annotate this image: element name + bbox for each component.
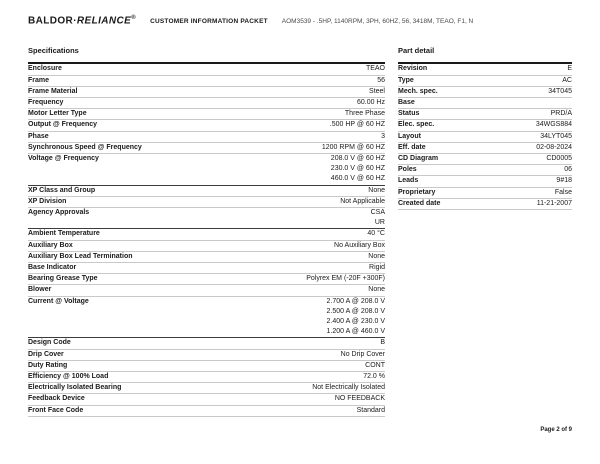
part-detail-value [418, 176, 572, 186]
spec-value [99, 154, 385, 185]
part-detail-row [398, 109, 572, 120]
document-type-title: CUSTOMER INFORMATION PACKET [150, 18, 268, 26]
part-detail-value [419, 109, 572, 119]
spec-row [28, 76, 385, 87]
part-detail-row [398, 154, 572, 165]
spec-value-line: Steel [369, 87, 385, 95]
part-detail-value [435, 188, 572, 198]
spec-value-line: .500 HP @ 60 HZ [329, 121, 385, 129]
part-detail-label: Eff. date [398, 143, 426, 151]
part-detail-value-line: CD0005 [546, 154, 572, 162]
part-detail-value-line: 9#18 [556, 177, 572, 185]
part-detail-label: Revision [398, 65, 428, 73]
spec-row [28, 64, 385, 75]
part-detail-value-line: 06 [564, 166, 572, 174]
spec-value-line: Rigid [369, 263, 385, 271]
spec-value-line: Three Phase [344, 110, 385, 118]
spec-value-line: None [368, 186, 385, 194]
spec-label: Blower [28, 286, 52, 294]
spec-value [73, 241, 385, 251]
spec-label: Voltage @ Frequency [28, 154, 99, 162]
spec-label: Drip Cover [28, 350, 64, 358]
specifications-section [28, 46, 385, 417]
specifications-title: Specifications [28, 46, 79, 56]
spec-value-line: None [368, 252, 385, 260]
spec-row [28, 132, 385, 143]
spec-value [87, 109, 385, 119]
part-detail-value [415, 98, 572, 108]
spec-value-line: 230.0 V @ 60 HZ [330, 165, 385, 173]
logo-trademark-icon: ® [131, 15, 137, 21]
spec-row [28, 252, 385, 263]
spec-value-line: 3 [381, 132, 385, 140]
part-detail-value-line: 02-08-2024 [536, 143, 572, 151]
spec-row [28, 394, 385, 405]
spec-label: XP Division [28, 197, 67, 205]
specifications-table [28, 62, 385, 417]
part-detail-row [398, 132, 572, 143]
spec-label: Synchronous Speed @ Frequency [28, 143, 142, 151]
spec-row [28, 186, 385, 197]
spec-value-line: No Drip Cover [340, 350, 385, 358]
spec-value-line: 2.400 A @ 230.0 V [326, 318, 385, 325]
part-detail-value-line: PRD/A [550, 110, 572, 118]
spec-value-line: 1.200 A @ 460.0 V [326, 328, 385, 336]
spec-value-line: TEAO [365, 65, 385, 73]
spec-label: Frame [28, 76, 50, 84]
spec-row [28, 241, 385, 252]
spec-value [49, 76, 385, 86]
spec-row [28, 297, 385, 339]
part-detail-section [398, 46, 572, 417]
part-detail-value [434, 120, 572, 130]
spec-label: XP Class and Group [28, 186, 96, 194]
part-detail-value-line: 34T045 [548, 87, 572, 95]
spec-value [49, 132, 385, 142]
spec-value-line: Standard [356, 406, 385, 414]
spec-value-line: 460.0 V @ 60 HZ [330, 175, 385, 183]
spec-value [89, 297, 385, 338]
part-detail-row [398, 143, 572, 154]
part-detail-row [398, 98, 572, 109]
spec-row [28, 350, 385, 361]
part-detail-value-line: False [554, 188, 572, 196]
spec-label: Auxiliary Box [28, 241, 73, 249]
part-detail-label: CD Diagram [398, 154, 439, 162]
spec-row [28, 372, 385, 383]
spec-value [85, 394, 385, 404]
spec-value-line: CSA [370, 208, 385, 216]
part-detail-label: Status [398, 110, 420, 118]
spec-value-line: 208.0 V @ 60 HZ [330, 154, 385, 162]
part-detail-value [421, 132, 572, 142]
spec-label: Efficiency @ 100% Load [28, 373, 109, 381]
spec-value [76, 263, 385, 273]
spec-value-line: No Auxiliary Box [334, 241, 385, 249]
spec-value-line: 40 °C [367, 230, 385, 238]
spec-value [100, 229, 385, 239]
spec-row [28, 361, 385, 372]
spec-value [83, 406, 385, 416]
spec-value-line: 56 [377, 76, 385, 84]
spec-value [63, 98, 385, 108]
spec-value [51, 285, 385, 295]
spec-row [28, 109, 385, 120]
spec-value [66, 197, 385, 207]
spec-row [28, 406, 385, 417]
spec-row [28, 338, 385, 349]
spec-label: Frame Material [28, 87, 78, 95]
part-detail-row [398, 199, 572, 210]
spec-value [67, 361, 385, 371]
part-detail-value [438, 87, 572, 97]
spec-value [108, 372, 385, 382]
spec-value-line: B [380, 339, 385, 347]
part-description: AOM3539 - .5HP, 1140RPM, 3PH, 60HZ, 56, 3418M, TEAO, F1, N [281, 18, 474, 26]
logo-separator-dot: · [73, 15, 77, 27]
spec-value-line: 1200 RPM @ 60 HZ [321, 143, 385, 151]
part-detail-title: Part detail [398, 46, 435, 56]
spec-label: Feedback Device [28, 395, 85, 403]
spec-value [71, 338, 385, 348]
spec-value [64, 350, 385, 360]
spec-value-line: 2.500 A @ 208.0 V [326, 307, 385, 315]
spec-label: Duty Rating [28, 361, 68, 369]
spec-label: Output @ Frequency [28, 121, 98, 129]
spec-row [28, 229, 385, 240]
spec-value-line: 2.700 A @ 208.0 V [326, 297, 385, 305]
part-detail-row [398, 87, 572, 98]
spec-row [28, 285, 385, 296]
spec-label: Electrically Isolated Bearing [28, 384, 122, 392]
part-detail-label: Created date [398, 199, 441, 207]
part-detail-row [398, 64, 572, 75]
spec-value [142, 143, 385, 153]
part-detail-value-line: E [567, 65, 572, 73]
part-detail-table [398, 62, 572, 210]
part-detail-row [398, 120, 572, 131]
spec-label: Ambient Temperature [28, 230, 100, 238]
part-detail-value [417, 165, 572, 175]
spec-label: Enclosure [28, 65, 62, 73]
content-area [0, 46, 600, 417]
spec-value-line: None [368, 286, 385, 294]
spec-value [121, 383, 385, 393]
spec-label: Motor Letter Type [28, 110, 87, 118]
part-detail-value-line: 34WGS884 [535, 121, 572, 129]
spec-label: Agency Approvals [28, 208, 90, 216]
part-detail-value-line: 34LYT045 [540, 132, 572, 140]
spec-label: Design Code [28, 339, 71, 347]
part-detail-value [426, 143, 572, 153]
part-detail-label: Poles [398, 166, 417, 174]
spec-row [28, 208, 385, 229]
spec-value-line: Polyrex EM (-20F +300F) [306, 275, 385, 283]
part-detail-row [398, 165, 572, 176]
part-detail-label: Elec. spec. [398, 121, 435, 129]
part-detail-label: Base [398, 98, 415, 106]
spec-row [28, 263, 385, 274]
spec-label: Phase [28, 132, 49, 140]
part-detail-value-line: 11-21-2007 [536, 199, 572, 207]
spec-value [97, 120, 385, 130]
spec-value-line: 72.0 % [363, 373, 385, 381]
spec-value-line: UR [374, 219, 385, 227]
spec-row [28, 197, 385, 208]
part-detail-value [427, 64, 572, 74]
part-detail-value [440, 199, 572, 209]
spec-label: Base Indicator [28, 263, 77, 271]
spec-value [62, 64, 385, 74]
part-detail-label: Mech. spec. [398, 87, 438, 95]
spec-row [28, 383, 385, 394]
logo-part-baldor: BALDOR [28, 15, 74, 27]
spec-value-line: NO FEEDBACK [334, 395, 385, 403]
spec-value [95, 186, 385, 196]
part-detail-label: Proprietary [398, 188, 436, 196]
spec-value-line: 60.00 Hz [356, 98, 385, 106]
spec-row [28, 154, 385, 186]
part-detail-label: Leads [398, 177, 419, 185]
spec-row [28, 87, 385, 98]
spec-label: Front Face Code [28, 406, 84, 414]
page-header [0, 0, 600, 26]
part-detail-value [414, 76, 572, 86]
part-detail-label: Type [398, 76, 414, 84]
baldor-reliance-logo [28, 15, 136, 26]
spec-row [28, 274, 385, 285]
part-detail-row [398, 76, 572, 87]
spec-value [77, 87, 385, 97]
spec-value-line: Not Electrically Isolated [312, 384, 385, 392]
spec-label: Bearing Grease Type [28, 275, 98, 283]
spec-row [28, 120, 385, 131]
part-detail-value-line [415, 98, 572, 108]
spec-row [28, 143, 385, 154]
spec-value [98, 274, 385, 284]
part-detail-value [438, 154, 572, 164]
spec-value-line: CONT [365, 361, 385, 369]
part-detail-row [398, 176, 572, 187]
spec-row [28, 98, 385, 109]
spec-label: Current @ Voltage [28, 297, 89, 305]
part-detail-label: Layout [398, 132, 421, 140]
spec-value [133, 252, 385, 262]
page-number: Page 2 of 9 [540, 427, 572, 433]
part-detail-row [398, 188, 572, 199]
part-detail-value-line: AC [562, 76, 572, 84]
spec-label: Frequency [28, 98, 64, 106]
spec-value [89, 208, 385, 228]
logo-part-reliance: RELIANCE [76, 15, 132, 27]
spec-label: Auxiliary Box Lead Termination [28, 252, 133, 260]
spec-value-line: Not Applicable [340, 197, 385, 205]
